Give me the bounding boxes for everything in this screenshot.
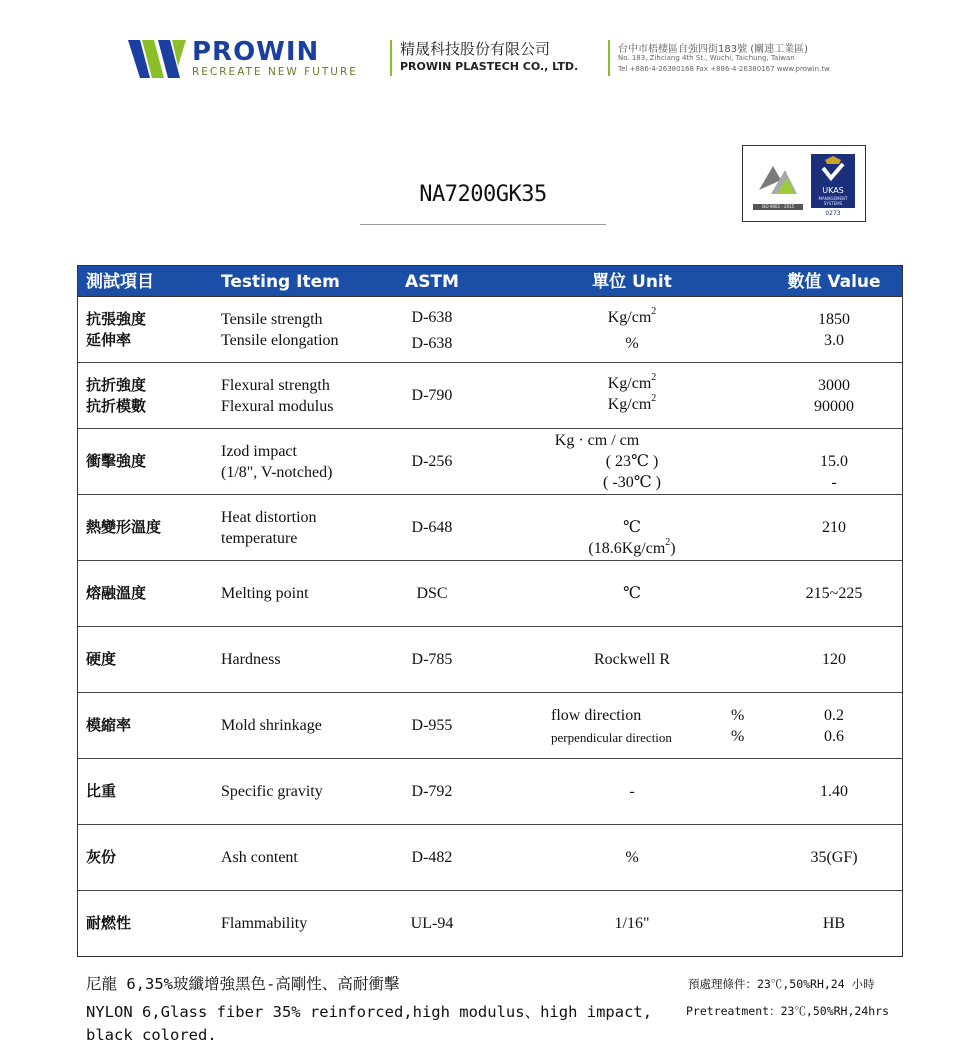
pretreatment-en: Pretreatment：23℃,50%RH,24hrs: [686, 1004, 890, 1018]
row-value: 3000: [818, 377, 850, 394]
row-astm: D-648: [411, 519, 453, 536]
table-row: [78, 759, 902, 825]
row-astm: D-790: [411, 387, 453, 404]
table-row: [78, 363, 902, 429]
row-unit: %: [625, 335, 639, 352]
address-zh: 台中市梧棲區自強四街183號 (關連工業區): [618, 44, 809, 55]
table-row: [78, 627, 902, 693]
row-unit: ( -30℃ ): [603, 474, 661, 491]
row-value: 90000: [814, 398, 854, 415]
row-value: 35(GF): [810, 849, 858, 866]
prowin-logo-icon: [128, 40, 186, 78]
row-label-en: Flammability: [221, 915, 308, 932]
product-title: NA7200GK35: [419, 182, 547, 207]
row-unit: $Kg/cm^2$: [607, 306, 657, 326]
row-label-zh: 抗折強度: [86, 376, 147, 394]
row-label-zh: 衝擊強度: [86, 452, 147, 470]
row-unit: -: [629, 783, 635, 800]
contact-info: Tel +886-4-26380168 Fax +886-4-26380167 www.prowin.tw: [618, 65, 830, 73]
row-unit: %: [625, 849, 639, 866]
row-unit-percent: %: [731, 707, 745, 724]
brand-tagline: RECREATE NEW FUTURE: [192, 66, 358, 78]
row-label-zh: 抗折模數: [86, 397, 147, 415]
brand-name: PROWIN: [192, 37, 320, 67]
row-label-en: Flexural strength: [221, 377, 330, 394]
spec-table: [77, 265, 903, 957]
row-astm: UL-94: [410, 915, 454, 932]
row-label-en: Flexural modulus: [221, 398, 334, 415]
row-label-en: Tensile elongation: [221, 332, 339, 349]
header-value: 數值 Value: [787, 272, 881, 292]
row-value: 15.0: [820, 453, 848, 470]
row-label-en: Tensile strength: [221, 311, 323, 328]
row-unit: $Kg/cm^2$: [607, 372, 657, 392]
row-label-zh: 模縮率: [86, 716, 132, 734]
row-unit: flow direction: [551, 707, 642, 724]
row-value: 3.0: [824, 332, 844, 349]
row-label-en: Izod impact: [221, 443, 297, 460]
table-row: [78, 429, 902, 495]
row-label-zh: 硬度: [86, 650, 117, 668]
table-row: [78, 495, 902, 561]
ukas-number: 0273: [825, 210, 841, 217]
row-unit: $Kg/cm^2$: [607, 393, 657, 413]
title-underline: [360, 224, 606, 225]
ukas-label: UKAS: [822, 186, 844, 195]
row-value: 1850: [818, 311, 850, 328]
row-label-en: Mold shrinkage: [221, 717, 322, 734]
row-astm: D-955: [411, 717, 453, 734]
row-label-en: Specific gravity: [221, 783, 323, 800]
letterhead: [128, 38, 858, 82]
row-value: 210: [822, 519, 846, 536]
pretreatment-zh: 預處理條件：23℃,50%RH,24 小時: [688, 977, 875, 991]
row-unit: ( 23℃ ): [605, 453, 659, 470]
row-astm: D-638: [411, 335, 453, 352]
product-description-en: NYLON 6,Glass fiber 35% reinforced,high modulus、high impact,: [86, 1003, 653, 1021]
company-name-zh: 精晟科技股份有限公司: [400, 40, 551, 58]
product-description-zh: 尼龍 6,35%玻纖增強黑色-高剛性、高耐衝擊: [86, 975, 400, 993]
row-unit: ℃: [623, 585, 641, 602]
row-label-zh: 抗張強度: [86, 310, 147, 328]
table-row: [78, 891, 902, 956]
row-label-zh: 灰份: [86, 848, 117, 866]
row-label-en: Ash content: [221, 849, 298, 866]
header-zh: 測試項目: [86, 272, 154, 292]
row-astm: DSC: [416, 585, 448, 602]
row-unit: ℃: [623, 519, 641, 536]
row-label-zh: 熱變形溫度: [86, 518, 162, 536]
header-unit: 單位 Unit: [592, 272, 672, 292]
row-label-en: Melting point: [221, 585, 309, 602]
row-astm: D-482: [411, 849, 453, 866]
iso-label: ISO 9001 : 2015: [753, 204, 803, 210]
row-unit: 1/16": [614, 915, 650, 932]
table-row: [78, 297, 902, 363]
row-unit: perpendicular direction: [551, 730, 672, 745]
row-astm: D-792: [411, 783, 453, 800]
row-label-zh: 比重: [86, 782, 117, 800]
row-value: -: [831, 474, 837, 491]
product-description-en-cont: black colored.: [86, 1026, 217, 1044]
divider: [390, 40, 392, 76]
address-en: No. 183, Zihciang 4th St., Wuchi, Taichung, Taiwan: [618, 54, 795, 62]
table-row: [78, 825, 902, 891]
row-value: 120: [822, 651, 846, 668]
row-label-en: (1/8", V-notched): [221, 464, 333, 481]
row-label-en: Heat distortion: [221, 509, 317, 526]
row-value: 0.2: [824, 707, 844, 724]
row-value: 1.40: [820, 783, 848, 800]
company-name-en: PROWIN PLASTECH CO., LTD.: [400, 60, 579, 73]
row-unit: $(18.6Kg/cm^2)$: [588, 537, 676, 557]
row-label-zh: 熔融溫度: [86, 584, 147, 602]
header-astm: ASTM: [405, 272, 459, 292]
row-unit-percent: %: [731, 728, 745, 745]
header-testing-item: Testing Item: [221, 272, 340, 292]
ukas-sublabel: MANAGEMENT SYSTEMS: [818, 196, 848, 206]
row-astm: D-638: [411, 309, 453, 326]
row-label-en: temperature: [221, 530, 298, 547]
row-value: 215~225: [805, 585, 863, 602]
row-label-zh: 延伸率: [86, 331, 132, 349]
table-row: [78, 693, 902, 759]
divider: [608, 40, 610, 76]
row-astm: D-785: [411, 651, 453, 668]
table-row: [78, 561, 902, 627]
row-astm: D-256: [411, 453, 453, 470]
row-value: HB: [822, 915, 846, 932]
row-label-zh: 耐燃性: [86, 914, 132, 932]
row-label-en: Hardness: [221, 651, 281, 668]
certification-badge: [742, 145, 866, 222]
table-header: [78, 266, 902, 297]
row-value: 0.6: [824, 728, 844, 745]
row-unit: Rockwell R: [594, 651, 670, 668]
row-unit: Kg · cm / cm: [554, 432, 640, 449]
